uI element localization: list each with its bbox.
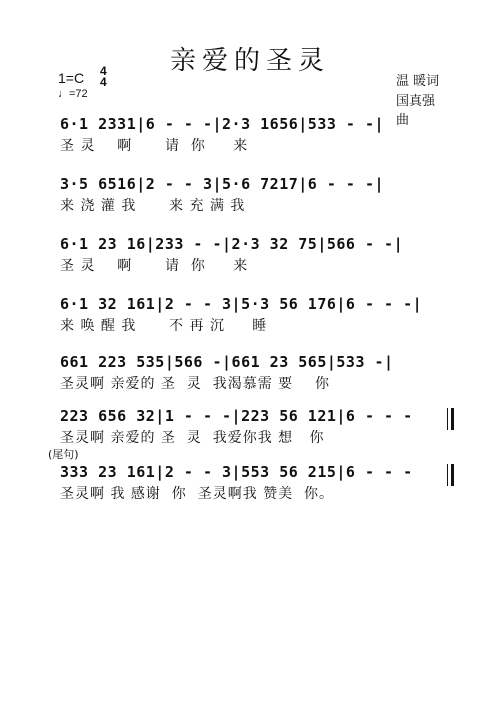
- notation-line: 6·1 23 16|233 - -|2·3 32 75|566 - -|: [60, 235, 404, 253]
- final-barline-thin: [447, 464, 448, 486]
- song-title: 亲爱的圣灵: [169, 46, 330, 76]
- notation-line: 333 23 161|2 - - 3|553 56 215|6 - - -: [60, 463, 413, 481]
- score-system-4: [0, 292, 500, 352]
- notation-line: 3·5 6516|2 - - 3|5·6 7217|6 - - -|: [60, 175, 385, 193]
- lyric-line: 来 浇 灌 我 来 充 满 我: [60, 198, 246, 214]
- final-barline-thin: [447, 408, 448, 430]
- score-system-7: [0, 460, 500, 520]
- lyric-line: 圣 灵 啊 请 你 来: [60, 138, 249, 154]
- score-system-2: [0, 172, 500, 232]
- time-signature-top: 4: [100, 64, 107, 78]
- notation-line: 223 656 32|1 - - -|223 56 121|6 - - -: [60, 407, 413, 425]
- lyric-line: 圣灵啊 亲爱的 圣 灵 我渴慕需 要 你: [60, 376, 330, 392]
- notation-line: 6·1 2331|6 - - -|2·3 1656|533 - -|: [60, 115, 385, 133]
- lyric-line: 圣 灵 啊 请 你 来: [60, 258, 249, 274]
- lyricist-credit: 温 暖词: [396, 74, 440, 89]
- time-signature-bottom: 4: [100, 75, 107, 89]
- tempo-marking: ♩=72: [58, 88, 88, 100]
- final-barline-thick: [451, 408, 454, 430]
- lyric-line: 圣灵啊 我 感谢 你 圣灵啊我 赞美 你。: [60, 486, 335, 502]
- score-system-1: [0, 112, 500, 172]
- time-signature: [100, 66, 107, 88]
- score-system-3: [0, 232, 500, 292]
- key-signature: 1=C: [58, 70, 85, 86]
- tail-label: (尾句): [48, 448, 79, 461]
- notation-line: 661 223 535|566 -|661 23 565|533 -|: [60, 353, 394, 371]
- score-system-5: [0, 350, 500, 410]
- lyric-line: 来 唤 醒 我 不 再 沉 睡: [60, 318, 268, 334]
- lyric-line: 圣灵啊 亲爱的 圣 灵 我爱你我 想 你: [60, 430, 325, 446]
- notation-line: 6·1 32 161|2 - - 3|5·3 56 176|6 - - -|: [60, 295, 423, 313]
- composer-credit: 国真强曲: [396, 94, 436, 128]
- final-barline-thick: [451, 464, 454, 486]
